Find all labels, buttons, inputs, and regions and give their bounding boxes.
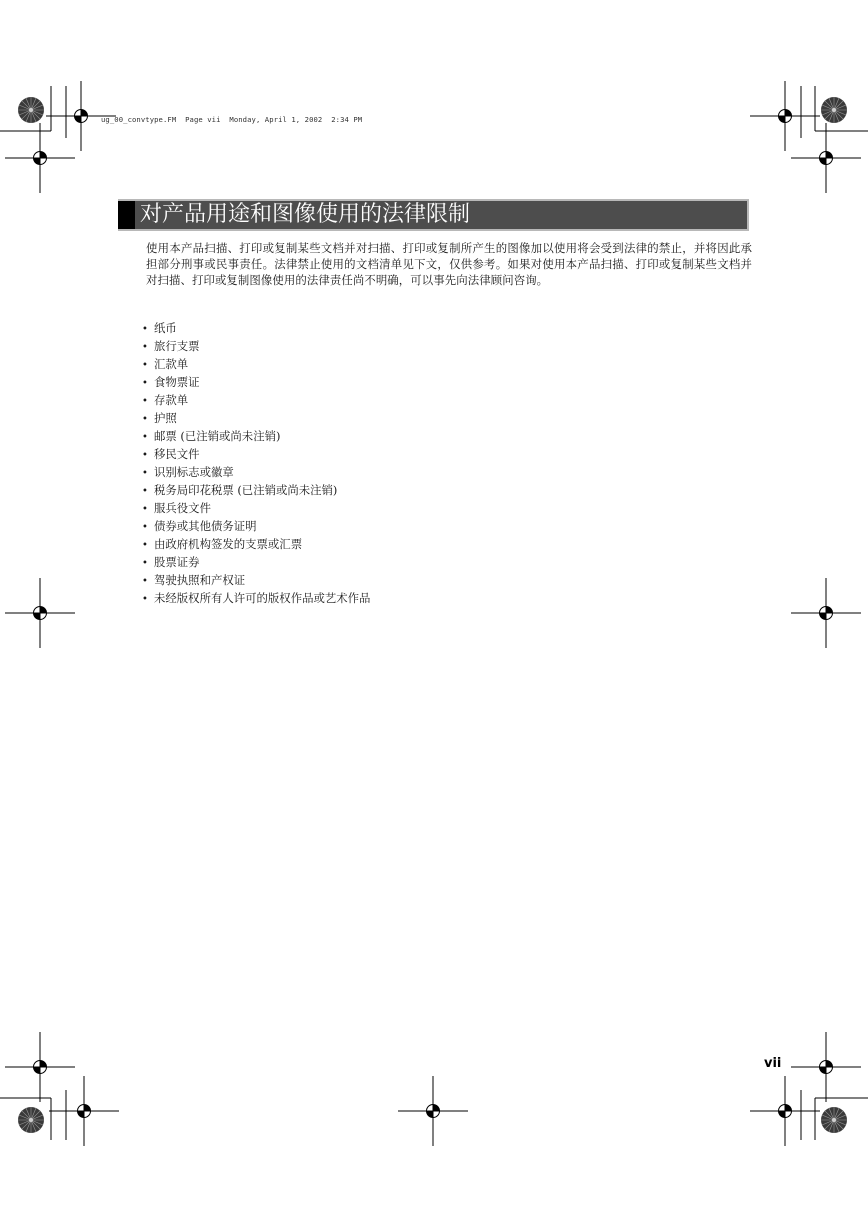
- star-target-icon: [18, 1107, 44, 1133]
- list-item: • 邮票 (已注销或尚未注销): [142, 428, 370, 446]
- page-number: vii: [764, 1056, 782, 1071]
- list-item: • 由政府机构签发的支票或汇票: [142, 536, 370, 554]
- list-item: • 食物票证: [142, 374, 370, 392]
- list-item: • 驾驶执照和产权证: [142, 572, 370, 590]
- list-item: • 债券或其他债务证明: [142, 518, 370, 536]
- restricted-items-list: [142, 320, 370, 608]
- section-title: 对产品用途和图像使用的法律限制: [140, 202, 471, 227]
- intro-paragraph: 使用本产品扫描、打印或复制某些文档并对扫描、打印或复制所产生的图像加以使用将会受到法律的禁止，并将因此承担部分刑事或民事责任。法律禁止使用的文档清单见下文，仅供参考。如果对使用本产品扫描、打印或复制某些文档并对扫描、打印或复制图像使用的法律责任尚不明确，可以事先向法律顾问咨询。: [146, 241, 752, 287]
- registration-target-icon: [791, 578, 861, 648]
- list-item: • 服兵役文件: [142, 500, 370, 518]
- list-item: • 旅行支票: [142, 338, 370, 356]
- list-item: • 移民文件: [142, 446, 370, 464]
- star-target-icon: [18, 97, 44, 123]
- registration-target-icon: [5, 123, 75, 193]
- registration-target-icon: [750, 1076, 820, 1146]
- list-item: • 纸币: [142, 320, 370, 338]
- star-target-icon: [821, 1107, 847, 1133]
- list-item: • 未经版权所有人许可的版权作品或艺术作品: [142, 590, 370, 608]
- registration-target-icon: [398, 1076, 468, 1146]
- star-target-icon: [821, 97, 847, 123]
- registration-target-icon: [5, 1032, 75, 1102]
- section-title-bar: [118, 199, 749, 231]
- list-item: • 护照: [142, 410, 370, 428]
- list-item: • 识别标志或徽章: [142, 464, 370, 482]
- print-header: ug_00_convtype.FM Page vii Monday, April 1, 2002 2:34 PM: [101, 115, 363, 124]
- list-item: • 汇款单: [142, 356, 370, 374]
- title-block-marker: [118, 201, 135, 229]
- list-item: • 存款单: [142, 392, 370, 410]
- registration-target-icon: [49, 1076, 119, 1146]
- list-item: • 股票证券: [142, 554, 370, 572]
- list-item: • 税务局印花税票 (已注销或尚未注销): [142, 482, 370, 500]
- registration-target-icon: [750, 81, 820, 151]
- registration-target-icon: [5, 578, 75, 648]
